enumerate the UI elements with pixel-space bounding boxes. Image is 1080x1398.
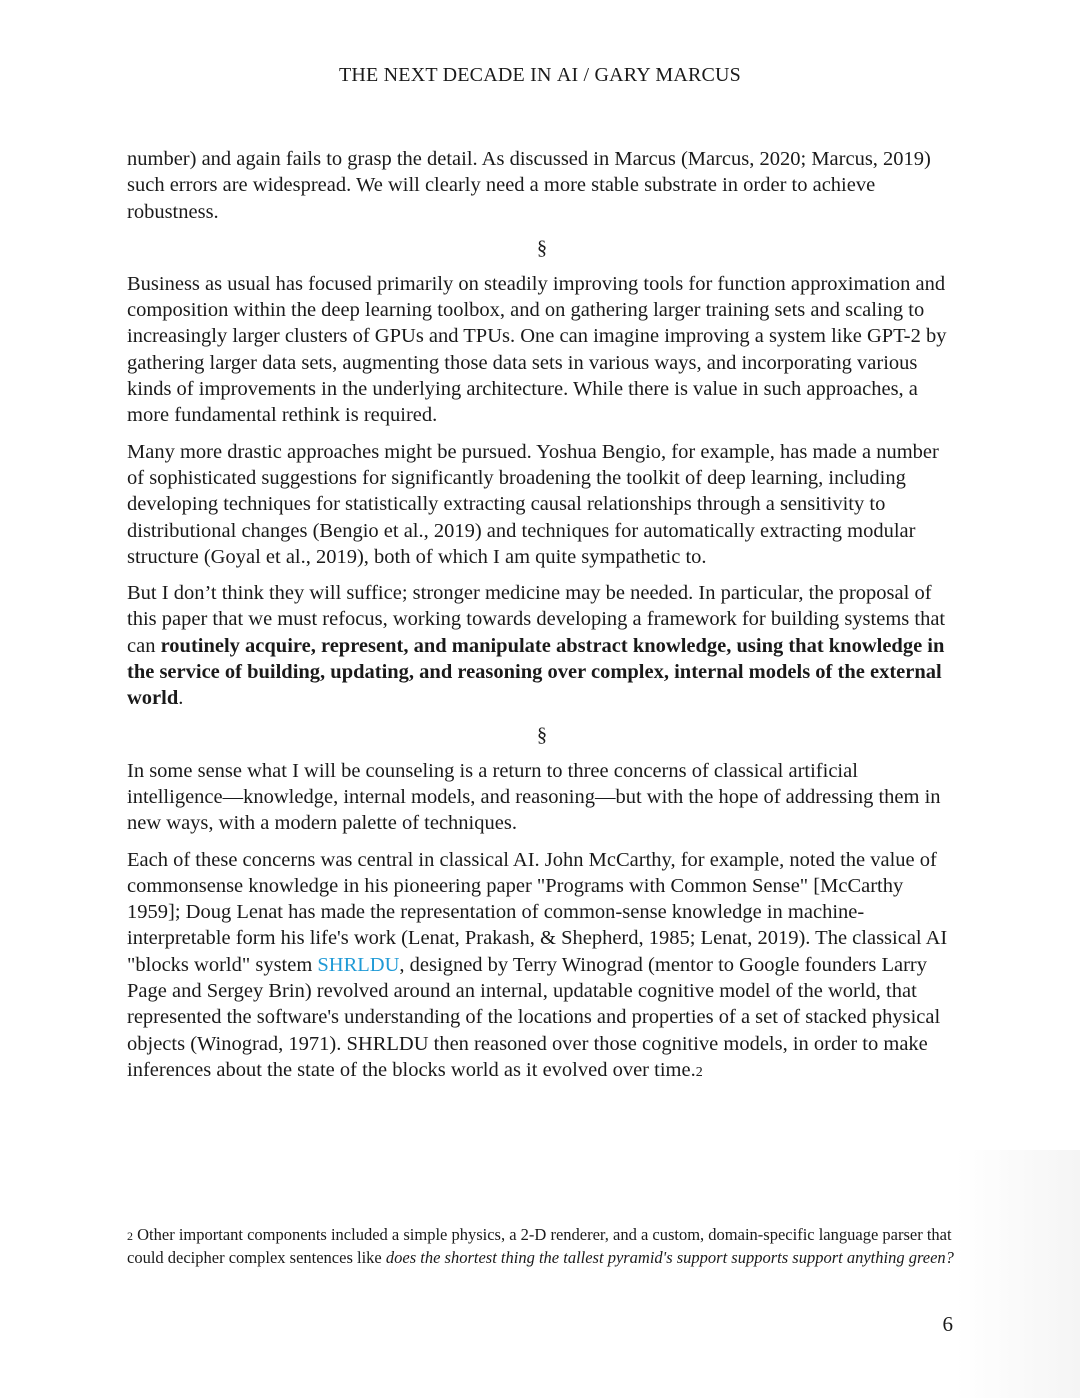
- paragraph-2: Business as usual has focused primarily on steadily improving tools for function approximation and composition within the deep learning toolbox, and on gathering larger training sets and scaling to increasingly larger clusters of GPUs and TPUs. One can imagine improving a system like GPT-2 by gathering larger data sets, augmenting those data sets in various ways, and incorporating various kinds of improvements in the underlying architecture. While there is value in such approaches, a more fundamental rethink is required.: [127, 272, 947, 427]
- paragraph-5: In some sense what I will be counseling is a return to three concerns of classical artificial intelligence—knowledge, internal models, and reasoning—but with the hope of addressing them in new ways, with a modern palette of techniques.: [127, 759, 941, 835]
- section-break-1: §: [536, 236, 548, 259]
- paragraph-1: number) and again fails to grasp the detail. As discussed in Marcus (Marcus, 2020; Marcus, 2019) such errors are widespread. We will clearly need a more stable substrate in order to achieve robustness.: [127, 148, 931, 223]
- paragraph-6-text-end: , designed by Terry Winograd (mentor to Google founders Larry Page and Sergey Brin) revolved around an internal, updatable cognitive model of the world, that represented the software's understanding of the locations and properties of a set of stacked physical objects (Winograd, 1971). SHRLDU then reasoned over those cognitive models, in order to make inferences about the state of the blocks world as it evolved over time.: [127, 953, 941, 1081]
- footnote-reference[interactable]: 2: [695, 1064, 703, 1080]
- header-text-3: AI / G: [556, 64, 610, 86]
- running-header: [0, 64, 1080, 87]
- footnote-text: Other important components included a simple physics, a 2-D renderer, and a custom, domain-specific language parser that could decipher complex sentences like: [127, 1225, 952, 1267]
- paragraph-4: [127, 580, 957, 711]
- header-text-2: HE NEXT DECADE IN: [351, 64, 557, 86]
- paragraph-4-bold-proposal: routinely acquire, represent, and manipulate abstract knowledge, using that knowledge in the service of building, updating, and reasoning over complex, internal models of the external world: [127, 634, 945, 710]
- shrldu-link[interactable]: SHRLDU: [317, 953, 400, 976]
- footnote: [127, 1224, 957, 1269]
- paragraph-4-period: .: [178, 687, 184, 710]
- paragraph-6-text: Each of these concerns was central in classical AI. John McCarthy, for example, noted the value of commonsense knowledge in his pioneering paper "Programs with Common Sense" [McCarthy 1959]; Doug Lenat has made the representation of common-sense knowledge in machine-interpretable form his life's work (Lenat, Prakash, & Shepherd, 1985; Lenat, 2019). The classical AI "blocks world" system: [127, 848, 948, 976]
- paragraph-6: [127, 847, 957, 1087]
- body-text: [127, 146, 957, 1096]
- header-text-4: ARY: [609, 64, 656, 86]
- section-break-2: §: [536, 723, 548, 746]
- header-text-6: ARCUS: [673, 64, 742, 86]
- header-text-5: M: [655, 64, 674, 86]
- page-shadow: [955, 1150, 1080, 1398]
- header-text-1: T: [338, 64, 352, 86]
- paragraph-4-text: But I don’t think they will suffice; stronger medicine may be needed. In particular, the proposal of this paper that we must refocus, working towards developing a framework for building systems that can: [127, 582, 946, 657]
- paragraph-3: Many more drastic approaches might be pursued. Yoshua Bengio, for example, has made a number of sophisticated suggestions for significantly broadening the toolkit of deep learning, including developing techniques for statistically extracting causal relationships through a sensitivity to distributional changes (Bengio et al., 2019) and techniques for automatically extracting modular structure (Goyal et al., 2019), both of which I am quite sympathetic to.: [127, 440, 939, 568]
- footnote-number: 2: [127, 1229, 133, 1243]
- footnote-example-sentence: does the shortest thing the tallest pyramid's support supports support anything green?: [385, 1248, 954, 1267]
- page-number: 6: [942, 1312, 953, 1336]
